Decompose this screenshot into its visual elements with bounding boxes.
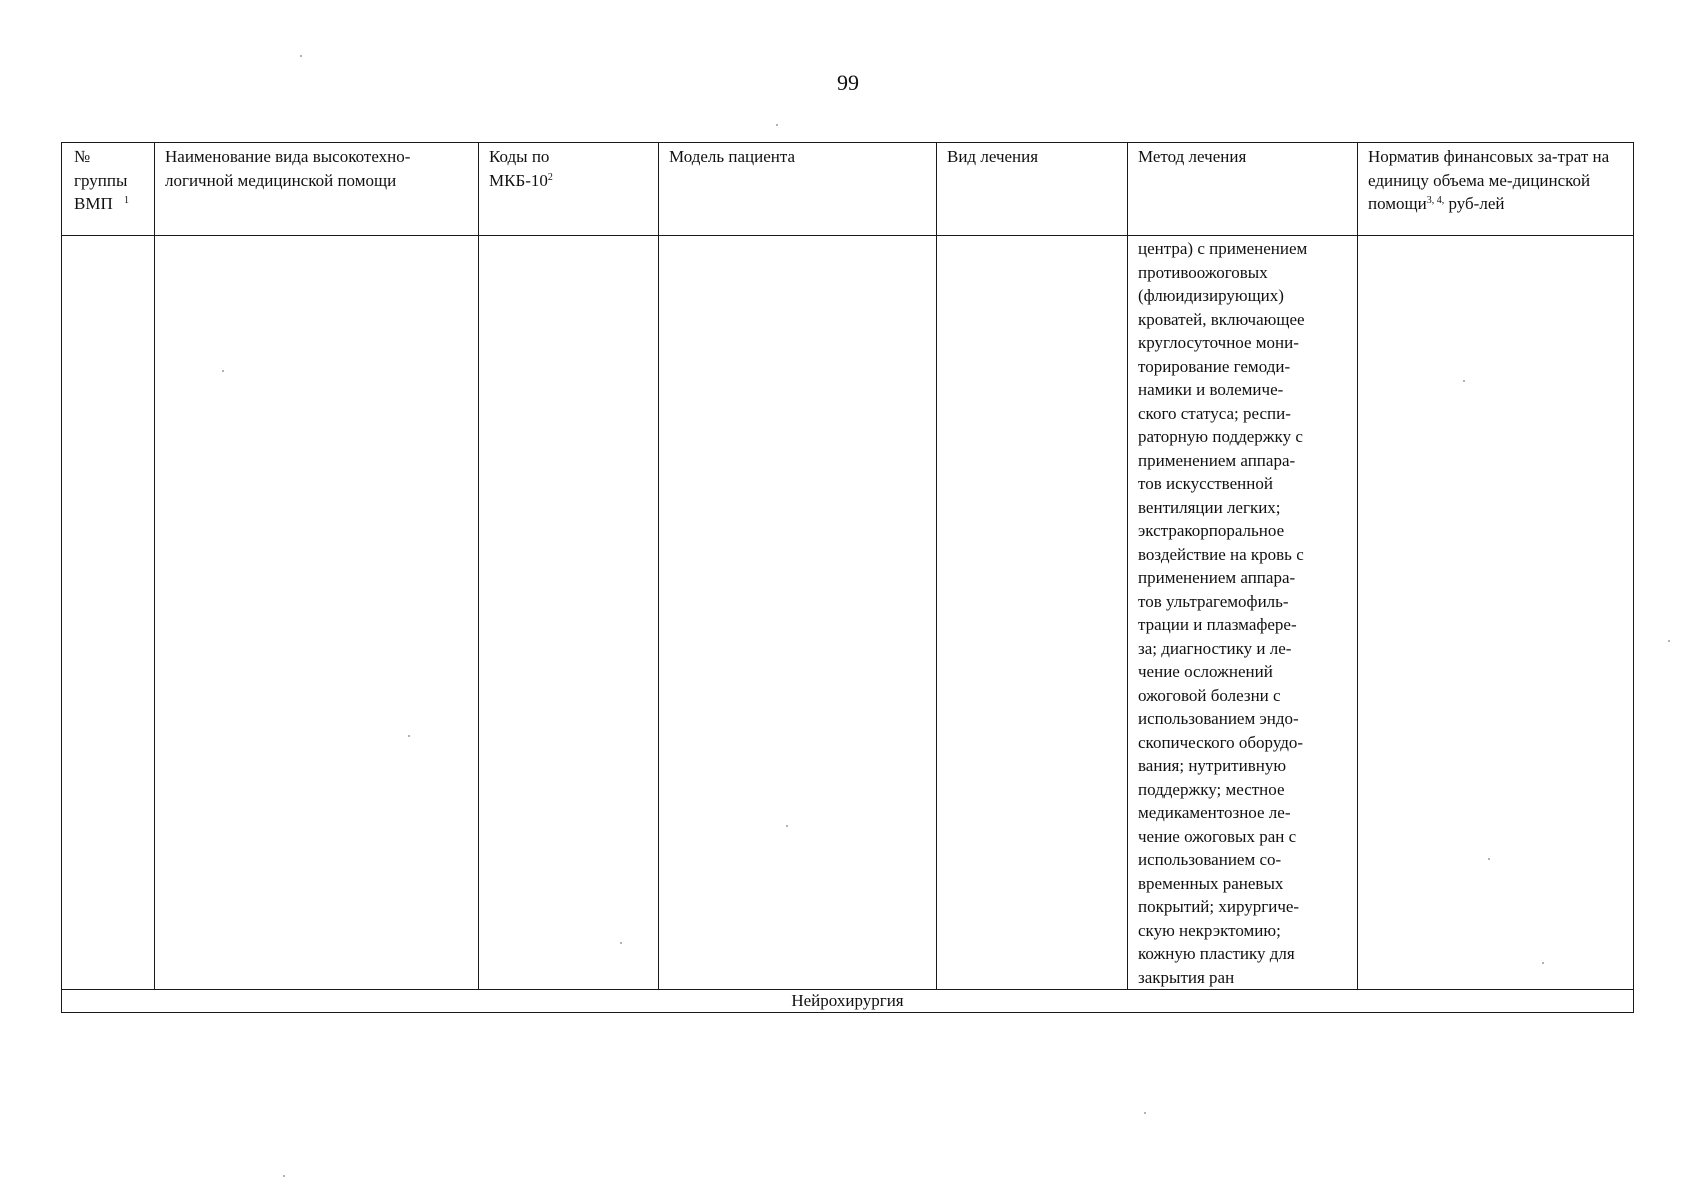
- scan-speck: [776, 124, 778, 126]
- scan-speck: [1542, 962, 1544, 964]
- header-treatment-type: Вид лечения: [937, 143, 1128, 236]
- treatment-method-text: центра) с применением противоожоговых (флюидизирующих) кроватей, включающее круглосуточное мони- торирование гемоди- намики и волемиче- ского статуса; респи- раторную поддержку с применением аппара- тов искусственной вентиляции легких; экстракорпоральное воздействие на кровь с применением аппара- тов ультрагемофиль- трации и плазмафере- за; диагностику и ле- чение осложнений ожоговой болезни с использованием эндо- скопического оборудо- вания; нутритивную поддержку; местное медикаментозное ле- чение ожоговых ран с использованием со- временных раневых покрытий; хирургиче- скую некрэктомию; кожную пластику для закрытия ран: [1138, 239, 1308, 987]
- cell-group-number: [62, 236, 155, 990]
- header-icd-codes: Коды по МКБ-$10^2$: [479, 143, 659, 236]
- header-patient-model: Модель пациента: [659, 143, 937, 236]
- scan-speck: [1463, 380, 1465, 382]
- header-cost-standard: Норматив финансовых за-трат на единицу объема ме-дицинской помощи$^{3, 4,}$ руб-лей: [1358, 143, 1634, 236]
- table-row: [62, 236, 1634, 990]
- scan-speck: [300, 55, 302, 57]
- cell-treatment-type: [937, 236, 1128, 990]
- cell-cost-standard: [1358, 236, 1634, 990]
- header-row: [62, 143, 1634, 236]
- scan-speck: [620, 942, 622, 944]
- section-row: [62, 990, 1634, 1013]
- header-treatment-method: Метод лечения: [1128, 143, 1358, 236]
- footnote-ref-3-4: 3, 4,: [1426, 195, 1445, 206]
- cell-icd-codes: [479, 236, 659, 990]
- scan-speck: [1488, 858, 1490, 860]
- page-number: 99: [837, 70, 859, 95]
- cell-treatment-method: [1128, 236, 1358, 990]
- header-care-type: Наименование вида высокотехно-логичной медицинской помощи: [155, 143, 479, 236]
- footnote-ref-1: 1: [124, 195, 129, 206]
- scan-speck: [283, 1175, 285, 1177]
- scan-speck: [1668, 640, 1670, 642]
- footnote-ref-2: 2: [547, 171, 553, 183]
- cell-patient-model: [659, 236, 937, 990]
- scan-speck: [786, 825, 788, 827]
- scan-speck: [408, 735, 410, 737]
- section-title: Нейрохирургия: [62, 990, 1634, 1013]
- header-group-number: № группы ВМП $^1$: [62, 143, 155, 236]
- scan-speck: [1144, 1112, 1146, 1114]
- cell-care-type: [155, 236, 479, 990]
- vmp-table: [61, 142, 1634, 1013]
- scan-speck: [222, 370, 224, 372]
